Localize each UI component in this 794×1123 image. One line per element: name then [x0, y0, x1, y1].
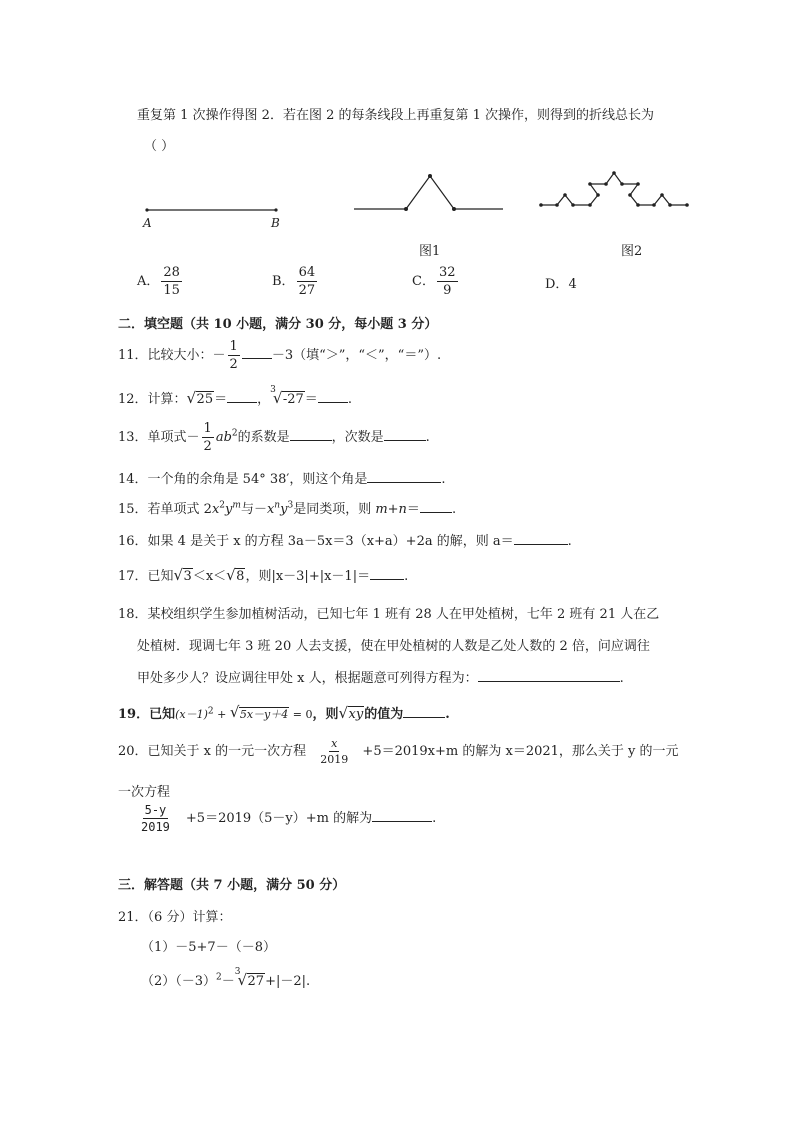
question-18-line3: 甲处多少人？设应调往甲处 x 人，根据题意可列得方程为： .	[137, 671, 624, 686]
question-12: 12．计算：√ 25＝ ，$^3$√ -27＝ .	[118, 388, 352, 407]
section2-title: 二．填空题（共 10 小题，满分 30 分，每小题 3 分）	[118, 317, 438, 332]
figure1-polyline	[354, 176, 503, 209]
question-17: 17．已知√ 3＜x＜√ 8，则|x－3|+|x－1|＝ .	[118, 565, 408, 584]
question-21-part1: （1）－5+7－（－8）	[141, 940, 276, 955]
option-a: A． $\frac{28}{15}$	[137, 265, 180, 298]
question-18-line2: 处植树．现调七年 3 班 20 人去支援，使在甲处植树的人数是乙处人数的 2 倍，问应调往	[137, 639, 650, 654]
label-a: A	[143, 216, 152, 230]
question-19: 19．已知$(x-1)^2$ + √ 5x－y＋4 = 0，则√ xy的值为 .	[118, 703, 450, 722]
question-20-line3: $\frac{5-y}{2019}$ +5＝2019（5－y）+m 的解为 .	[141, 803, 437, 834]
figure2-polyline	[541, 173, 687, 205]
question-15: 15．若单项式 $2x^2y^m$与$-x^ny^3$是同类项，则 m+n＝ .	[118, 500, 457, 517]
question-21-part2: $(2)(-3)^2-^3√$ 27+|－2|.	[141, 970, 310, 989]
label-b: B	[271, 216, 280, 230]
option-c: C． $\frac{32}{9}$	[412, 265, 456, 298]
question-11: 11．比较大小：－ $\frac{1}{2}$ －3（填“＞”，“＜”，“＝”）.	[118, 339, 442, 372]
answer-paren: （ ）	[144, 139, 175, 154]
question-13: 13．单项式－ $\frac{1}{2}$ $ab^2$的系数是 ，次数是 .	[118, 421, 430, 454]
section3-title: 三．解答题（共 7 小题，满分 50 分）	[118, 878, 346, 893]
question-21-title: 21．（6 分）计算：	[118, 910, 232, 925]
fig2-caption: 图2	[621, 244, 643, 259]
intro-text: 重复第 1 次操作得图 2．若在图 2 的每条线段上再重复第 1 次操作，则得到的折线总长为	[137, 108, 655, 123]
figures-illustration	[0, 170, 794, 250]
option-d: D．4	[545, 277, 577, 292]
fig1-caption: 图1	[419, 244, 441, 259]
question-14: 14．一个角的余角是 54° 38′，则这个角是 .	[118, 472, 446, 487]
question-20-line1: 20．已知关于 x 的一元一次方程 $\frac{x}{2019}$ +5＝2019x+m 的解为 x＝2021，那么关于 y 的一元	[118, 737, 679, 766]
question-18-line1: 18．某校组织学生参加植树活动，已知七年 1 班有 28 人在甲处植树，七年 2 班有 21 人在乙	[118, 607, 660, 622]
question-20-line2: 一次方程	[118, 785, 171, 800]
option-b: B． $\frac{64}{27}$	[272, 265, 316, 298]
question-16: 16．如果 4 是关于 x 的方程 3a－5x＝3（x+a）+2a 的解，则 a＝ .	[118, 534, 572, 549]
